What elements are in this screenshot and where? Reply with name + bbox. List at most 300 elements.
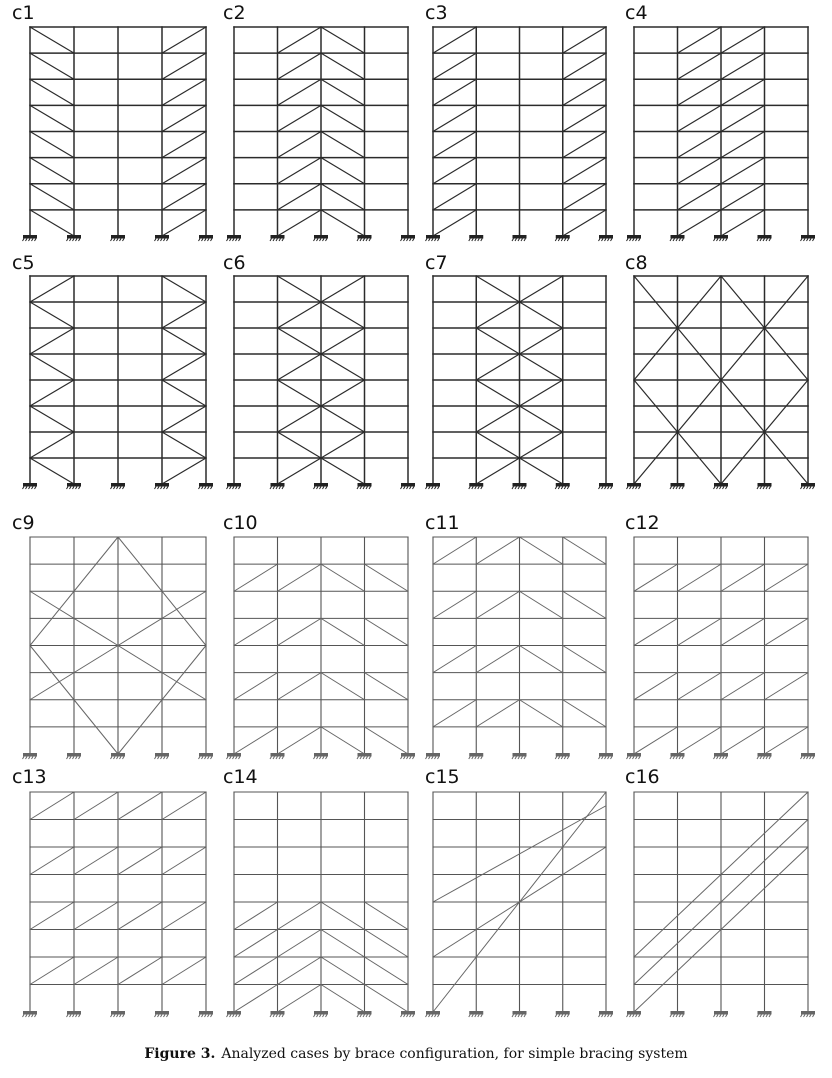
support-hatch bbox=[564, 757, 566, 760]
support-hatch bbox=[555, 239, 557, 242]
brace bbox=[721, 132, 765, 158]
support-hatch bbox=[233, 487, 235, 490]
support-hatch bbox=[320, 239, 322, 242]
support-hatch bbox=[481, 487, 483, 490]
brace bbox=[476, 432, 519, 458]
support-hatch bbox=[317, 487, 319, 490]
support-hatch bbox=[360, 757, 362, 760]
brace bbox=[278, 184, 322, 210]
fixed-support bbox=[426, 483, 440, 487]
support-hatch bbox=[410, 487, 412, 490]
support-hatch bbox=[26, 487, 28, 490]
brace bbox=[321, 210, 365, 236]
brace bbox=[476, 354, 519, 380]
support-hatch bbox=[478, 757, 480, 760]
brace bbox=[365, 564, 409, 591]
support-hatch bbox=[282, 239, 284, 242]
support-hatch bbox=[807, 487, 809, 490]
support-hatch bbox=[763, 239, 765, 242]
fixed-support bbox=[23, 235, 37, 239]
brace bbox=[520, 700, 563, 727]
brace bbox=[162, 902, 206, 930]
support-hatch bbox=[435, 1015, 437, 1018]
support-hatch bbox=[438, 757, 440, 760]
fixed-support bbox=[401, 235, 415, 239]
case-label-c3: c3 bbox=[425, 2, 448, 24]
case-label-c5: c5 bbox=[12, 252, 35, 274]
support-hatch bbox=[524, 487, 526, 490]
fixed-support bbox=[801, 235, 815, 239]
support-hatch bbox=[323, 1015, 325, 1018]
support-hatch bbox=[475, 1015, 477, 1018]
support-hatch bbox=[807, 1015, 809, 1018]
fixed-support bbox=[227, 235, 241, 239]
brace bbox=[721, 158, 765, 184]
case-label-c14: c14 bbox=[223, 766, 258, 788]
brace bbox=[162, 406, 206, 432]
brace bbox=[30, 105, 74, 131]
support-hatch bbox=[763, 487, 765, 490]
support-hatch bbox=[630, 1015, 632, 1018]
support-hatch bbox=[670, 487, 672, 490]
support-hatch bbox=[208, 239, 210, 242]
brace bbox=[30, 847, 74, 875]
support-hatch bbox=[202, 487, 204, 490]
brace bbox=[278, 618, 322, 645]
brace bbox=[321, 105, 365, 131]
support-hatch bbox=[273, 757, 275, 760]
brace bbox=[30, 53, 74, 79]
brace bbox=[118, 792, 162, 820]
brace bbox=[678, 158, 722, 184]
fixed-support bbox=[758, 483, 772, 487]
support-hatch bbox=[317, 239, 319, 242]
support-hatch bbox=[123, 239, 125, 242]
brace bbox=[476, 537, 519, 564]
brace bbox=[634, 727, 678, 754]
brace bbox=[74, 902, 118, 930]
fixed-support bbox=[627, 1011, 641, 1015]
support-hatch bbox=[469, 487, 471, 490]
brace bbox=[433, 537, 476, 564]
brace bbox=[721, 105, 765, 131]
support-hatch bbox=[630, 239, 632, 242]
support-hatch bbox=[602, 1015, 604, 1018]
support-hatch bbox=[70, 239, 72, 242]
support-hatch bbox=[679, 487, 681, 490]
fixed-support bbox=[671, 483, 685, 487]
support-hatch bbox=[155, 757, 157, 760]
figure-caption bbox=[0, 1046, 832, 1062]
brace bbox=[30, 957, 74, 985]
brace bbox=[321, 380, 365, 406]
support-hatch bbox=[521, 239, 523, 242]
support-hatch bbox=[79, 757, 81, 760]
support-hatch bbox=[161, 757, 163, 760]
support-hatch bbox=[111, 239, 113, 242]
support-hatch bbox=[673, 757, 675, 760]
fixed-support bbox=[271, 753, 285, 757]
support-hatch bbox=[23, 239, 25, 242]
support-hatch bbox=[521, 487, 523, 490]
brace bbox=[162, 27, 206, 53]
brace bbox=[765, 564, 809, 591]
brace bbox=[563, 27, 606, 53]
support-hatch bbox=[208, 487, 210, 490]
support-hatch bbox=[472, 1015, 474, 1018]
support-hatch bbox=[205, 239, 207, 242]
support-hatch bbox=[611, 487, 613, 490]
support-hatch bbox=[276, 239, 278, 242]
brace bbox=[162, 380, 206, 406]
support-hatch bbox=[32, 239, 34, 242]
support-hatch bbox=[676, 487, 678, 490]
fixed-support bbox=[513, 1011, 527, 1015]
support-hatch bbox=[630, 487, 632, 490]
brace bbox=[321, 132, 365, 158]
support-hatch bbox=[276, 487, 278, 490]
brace bbox=[476, 276, 519, 302]
support-hatch bbox=[357, 1015, 359, 1018]
brace bbox=[365, 618, 409, 645]
support-hatch bbox=[410, 1015, 412, 1018]
fixed-support bbox=[714, 1011, 728, 1015]
support-hatch bbox=[413, 239, 415, 242]
support-hatch bbox=[164, 757, 166, 760]
brace bbox=[563, 184, 606, 210]
fixed-support bbox=[358, 753, 372, 757]
brace bbox=[234, 902, 278, 930]
support-hatch bbox=[114, 1015, 116, 1018]
support-hatch bbox=[167, 757, 169, 760]
support-hatch bbox=[561, 487, 563, 490]
brace bbox=[234, 930, 278, 958]
brace bbox=[321, 302, 365, 328]
support-hatch bbox=[29, 239, 31, 242]
fixed-support bbox=[513, 483, 527, 487]
support-hatch bbox=[810, 239, 812, 242]
support-hatch bbox=[363, 1015, 365, 1018]
support-hatch bbox=[558, 487, 560, 490]
support-hatch bbox=[633, 239, 635, 242]
support-hatch bbox=[279, 757, 281, 760]
brace bbox=[278, 406, 322, 432]
support-hatch bbox=[73, 487, 75, 490]
support-hatch bbox=[76, 239, 78, 242]
brace bbox=[74, 792, 118, 820]
support-hatch bbox=[676, 1015, 678, 1018]
fixed-support bbox=[401, 753, 415, 757]
brace bbox=[30, 184, 74, 210]
brace bbox=[30, 328, 74, 354]
brace bbox=[118, 847, 162, 875]
brace bbox=[278, 105, 322, 131]
brace bbox=[30, 158, 74, 184]
brace bbox=[118, 957, 162, 985]
brace bbox=[234, 564, 278, 591]
brace bbox=[721, 184, 765, 210]
support-hatch bbox=[26, 757, 28, 760]
support-hatch bbox=[407, 1015, 409, 1018]
support-hatch bbox=[35, 239, 37, 242]
fixed-support bbox=[23, 483, 37, 487]
support-hatch bbox=[369, 757, 371, 760]
support-hatch bbox=[567, 239, 569, 242]
support-hatch bbox=[164, 1015, 166, 1018]
support-hatch bbox=[120, 239, 122, 242]
fixed-support bbox=[227, 483, 241, 487]
support-hatch bbox=[760, 1015, 762, 1018]
support-hatch bbox=[202, 239, 204, 242]
fixed-support bbox=[199, 483, 213, 487]
support-hatch bbox=[429, 239, 431, 242]
brace bbox=[563, 158, 606, 184]
brace bbox=[278, 985, 322, 1013]
brace bbox=[678, 673, 722, 700]
fixed-support bbox=[67, 1011, 81, 1015]
support-hatch bbox=[515, 487, 517, 490]
brace bbox=[162, 302, 206, 328]
support-hatch bbox=[512, 757, 514, 760]
support-hatch bbox=[199, 239, 201, 242]
support-hatch bbox=[279, 1015, 281, 1018]
support-hatch bbox=[599, 757, 601, 760]
brace bbox=[765, 727, 809, 754]
frame-diagram-c1 bbox=[22, 19, 214, 246]
fixed-support bbox=[801, 483, 815, 487]
brace bbox=[162, 458, 206, 484]
support-hatch bbox=[282, 757, 284, 760]
support-hatch bbox=[481, 239, 483, 242]
support-hatch bbox=[564, 239, 566, 242]
support-hatch bbox=[111, 1015, 113, 1018]
brace bbox=[278, 328, 322, 354]
support-hatch bbox=[813, 487, 815, 490]
support-hatch bbox=[199, 1015, 201, 1018]
support-hatch bbox=[627, 757, 629, 760]
brace bbox=[520, 537, 563, 564]
support-hatch bbox=[360, 1015, 362, 1018]
fixed-support bbox=[314, 753, 328, 757]
support-hatch bbox=[70, 757, 72, 760]
brace bbox=[678, 105, 722, 131]
brace bbox=[162, 432, 206, 458]
support-hatch bbox=[602, 757, 604, 760]
support-hatch bbox=[29, 757, 31, 760]
support-hatch bbox=[682, 1015, 684, 1018]
fixed-support bbox=[227, 1011, 241, 1015]
support-hatch bbox=[769, 487, 771, 490]
support-hatch bbox=[555, 1015, 557, 1018]
support-hatch bbox=[555, 487, 557, 490]
case-label-c9: c9 bbox=[12, 512, 35, 534]
brace bbox=[30, 210, 74, 236]
support-hatch bbox=[599, 1015, 601, 1018]
fixed-support bbox=[155, 1011, 169, 1015]
frame-diagram-c8 bbox=[626, 268, 816, 494]
support-hatch bbox=[35, 1015, 37, 1018]
brace bbox=[321, 184, 365, 210]
support-hatch bbox=[627, 239, 629, 242]
support-hatch bbox=[79, 487, 81, 490]
support-hatch bbox=[757, 1015, 759, 1018]
support-hatch bbox=[723, 1015, 725, 1018]
support-hatch bbox=[230, 239, 232, 242]
brace bbox=[162, 792, 206, 820]
brace bbox=[563, 105, 606, 131]
brace bbox=[520, 458, 563, 484]
support-hatch bbox=[23, 757, 25, 760]
support-hatch bbox=[233, 1015, 235, 1018]
support-hatch bbox=[120, 757, 122, 760]
support-hatch bbox=[521, 757, 523, 760]
brace bbox=[321, 27, 365, 53]
support-hatch bbox=[357, 239, 359, 242]
support-hatch bbox=[605, 757, 607, 760]
brace bbox=[278, 673, 322, 700]
brace bbox=[321, 930, 365, 958]
brace bbox=[721, 53, 765, 79]
support-hatch bbox=[211, 239, 213, 242]
frame-diagram-c9 bbox=[22, 529, 214, 764]
support-hatch bbox=[723, 487, 725, 490]
fixed-support bbox=[599, 483, 613, 487]
support-hatch bbox=[279, 239, 281, 242]
fixed-support bbox=[758, 1011, 772, 1015]
support-hatch bbox=[524, 757, 526, 760]
support-hatch bbox=[717, 1015, 719, 1018]
support-hatch bbox=[167, 487, 169, 490]
brace bbox=[433, 105, 476, 131]
support-hatch bbox=[227, 239, 229, 242]
support-hatch bbox=[813, 1015, 815, 1018]
brace bbox=[162, 105, 206, 131]
support-hatch bbox=[760, 239, 762, 242]
brace bbox=[162, 328, 206, 354]
brace bbox=[678, 132, 722, 158]
brace bbox=[634, 618, 678, 645]
brace bbox=[365, 930, 409, 958]
support-hatch bbox=[205, 487, 207, 490]
brace bbox=[278, 930, 322, 958]
support-hatch bbox=[429, 487, 431, 490]
support-hatch bbox=[630, 757, 632, 760]
support-hatch bbox=[230, 757, 232, 760]
support-hatch bbox=[512, 239, 514, 242]
brace bbox=[278, 276, 322, 302]
support-hatch bbox=[679, 757, 681, 760]
support-hatch bbox=[636, 1015, 638, 1018]
brace bbox=[433, 79, 476, 105]
brace bbox=[321, 618, 365, 645]
support-hatch bbox=[32, 757, 34, 760]
support-hatch bbox=[481, 757, 483, 760]
support-hatch bbox=[807, 239, 809, 242]
support-hatch bbox=[67, 239, 69, 242]
frame-diagram-c6 bbox=[226, 268, 416, 494]
support-hatch bbox=[813, 757, 815, 760]
brace bbox=[563, 210, 606, 236]
support-hatch bbox=[627, 1015, 629, 1018]
brace bbox=[476, 380, 519, 406]
brace bbox=[520, 354, 563, 380]
fixed-support bbox=[111, 483, 125, 487]
fixed-support bbox=[426, 1011, 440, 1015]
brace bbox=[162, 210, 206, 236]
support-hatch bbox=[120, 1015, 122, 1018]
support-hatch bbox=[32, 1015, 34, 1018]
brace bbox=[365, 957, 409, 985]
brace bbox=[74, 957, 118, 985]
brace bbox=[321, 673, 365, 700]
brace bbox=[678, 184, 722, 210]
fixed-support bbox=[599, 1011, 613, 1015]
support-hatch bbox=[413, 1015, 415, 1018]
support-hatch bbox=[518, 757, 520, 760]
brace bbox=[678, 27, 722, 53]
support-hatch bbox=[363, 239, 365, 242]
brace bbox=[433, 184, 476, 210]
support-hatch bbox=[366, 487, 368, 490]
brace bbox=[234, 618, 278, 645]
support-hatch bbox=[70, 1015, 72, 1018]
support-hatch bbox=[807, 757, 809, 760]
support-hatch bbox=[801, 239, 803, 242]
brace bbox=[162, 957, 206, 985]
brace bbox=[678, 618, 722, 645]
brace bbox=[162, 79, 206, 105]
brace bbox=[721, 618, 765, 645]
support-hatch bbox=[804, 239, 806, 242]
frame-diagram-c3 bbox=[425, 19, 614, 246]
support-hatch bbox=[73, 1015, 75, 1018]
fixed-support bbox=[714, 235, 728, 239]
support-hatch bbox=[801, 757, 803, 760]
brace bbox=[520, 380, 563, 406]
fixed-support bbox=[758, 753, 772, 757]
support-hatch bbox=[320, 757, 322, 760]
support-hatch bbox=[426, 487, 428, 490]
support-hatch bbox=[435, 757, 437, 760]
brace bbox=[162, 53, 206, 79]
support-hatch bbox=[481, 1015, 483, 1018]
support-hatch bbox=[639, 239, 641, 242]
support-hatch bbox=[326, 757, 328, 760]
support-hatch bbox=[320, 1015, 322, 1018]
brace bbox=[520, 276, 563, 302]
support-hatch bbox=[211, 757, 213, 760]
support-hatch bbox=[211, 487, 213, 490]
fixed-support bbox=[401, 1011, 415, 1015]
brace bbox=[321, 354, 365, 380]
brace bbox=[162, 276, 206, 302]
support-hatch bbox=[236, 239, 238, 242]
fixed-support bbox=[469, 483, 483, 487]
support-hatch bbox=[401, 487, 403, 490]
support-hatch bbox=[512, 1015, 514, 1018]
support-hatch bbox=[717, 239, 719, 242]
brace bbox=[278, 53, 322, 79]
support-hatch bbox=[161, 1015, 163, 1018]
fixed-support bbox=[111, 235, 125, 239]
support-hatch bbox=[120, 487, 122, 490]
support-hatch bbox=[314, 487, 316, 490]
support-hatch bbox=[76, 487, 78, 490]
support-hatch bbox=[435, 239, 437, 242]
support-hatch bbox=[438, 239, 440, 242]
support-hatch bbox=[323, 487, 325, 490]
support-hatch bbox=[438, 487, 440, 490]
